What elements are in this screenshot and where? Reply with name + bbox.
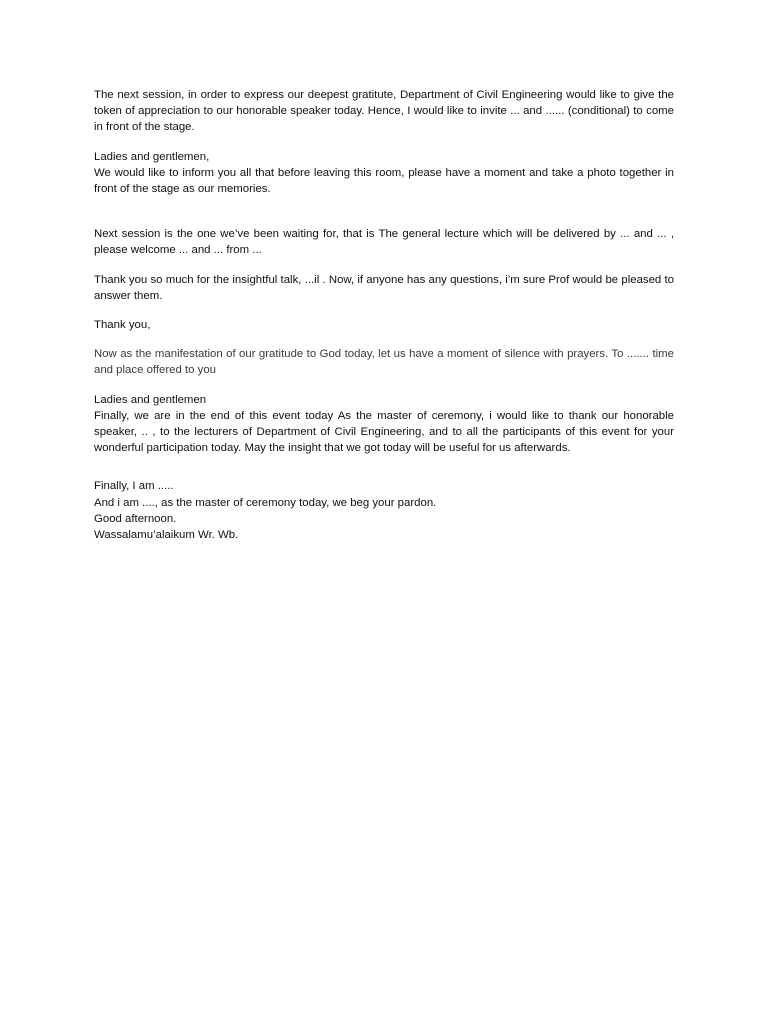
paragraph-token-of-appreciation: The next session, in order to express our deepest gratitute, Department of Civil Engineering would like to give the token of appreciation to our honorable speaker today. Hence, I would like to invite ... and ...... (conditional) to come in front of the stage. (94, 89, 674, 134)
paragraph-closing-thanks (94, 392, 674, 457)
closing-thanks-text: Finally, we are in the end of this event today As the master of ceremony, i would like to thank our honorable speaker, .. , to the lecturers of Department of Civil Engineering, and to all the participants of this event for your wonderful participation today. May the insight that we got today will be useful for us afterwards. (94, 409, 674, 455)
paragraph-questions: Thank you so much for the insightful talk, ...il . Now, if anyone has any questions, i’m sure Prof would be pleased to answer them. (94, 273, 674, 302)
document-body (94, 87, 674, 556)
paragraph-photo-announcement (94, 149, 674, 198)
salutation-line: Ladies and gentlemen, (94, 150, 210, 163)
farewell-line-2: And i am ...., as the master of ceremony today, we beg your pardon. (94, 496, 437, 509)
paragraph-prayer: Now as the manifestation of our gratitude to God today, let us have a moment of silence with prayers. To ....... time and place offered to you (94, 348, 674, 377)
farewell-line-1: Finally, I am ..... (94, 480, 174, 493)
farewell-line-3: Good afternoon. (94, 512, 177, 525)
spacer (94, 210, 674, 226)
photo-announcement-text: We would like to inform you all that before leaving this room, please have a moment and take a photo together in front of the stage as our memories. (94, 166, 674, 196)
paragraph-general-lecture: Next session is the one we’ve been waiting for, that is The general lecture which will be delivered by ... and ... , please welcome ... and ... from ... (94, 228, 674, 257)
paragraph-thank-you: Thank you, (94, 319, 151, 332)
paragraph-farewell (94, 478, 674, 543)
salutation-line: Ladies and gentlemen (94, 393, 207, 406)
farewell-line-4: Wassalamu’alaikum Wr. Wb. (94, 529, 239, 542)
spacer (94, 469, 674, 478)
